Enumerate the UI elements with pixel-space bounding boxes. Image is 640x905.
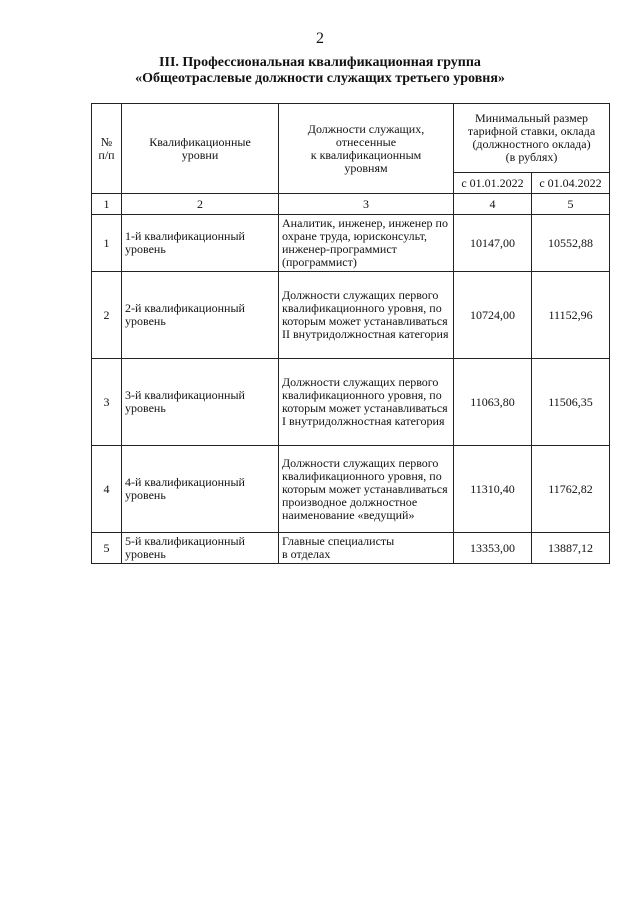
salary-jan-2022: 10724,00 <box>454 272 532 359</box>
qualification-level: 5-й квалификационный уровень <box>122 533 279 564</box>
salary-table <box>91 103 610 564</box>
table-row <box>92 359 610 446</box>
header-date-2: с 01.04.2022 <box>532 173 610 194</box>
positions-cell: Должности служащих первого квалификационного уровня, по которым может устанавливаться производное должностное наименование «ведущий» <box>279 446 454 533</box>
row-number: 5 <box>92 533 122 564</box>
column-number-row <box>92 194 610 215</box>
column-number-cell: 1 <box>92 194 122 215</box>
header-levels: Квалификационные уровни <box>122 104 279 194</box>
salary-jan-2022: 13353,00 <box>454 533 532 564</box>
salary-jan-2022: 11063,80 <box>454 359 532 446</box>
column-number-cell: 4 <box>454 194 532 215</box>
header-num: № п/п <box>92 104 122 194</box>
document-title <box>0 55 640 87</box>
qualification-level: 2-й квалификационный уровень <box>122 272 279 359</box>
salary-apr-2022: 11152,96 <box>532 272 610 359</box>
title-line-1: III. Профессиональная квалификационная группа <box>159 55 481 70</box>
header-positions: Должности служащих, отнесенные к квалификационным уровням <box>279 104 454 194</box>
qualification-level: 4-й квалификационный уровень <box>122 446 279 533</box>
title-line-2: «Общеотраслевые должности служащих третьего уровня» <box>135 71 505 86</box>
row-number: 3 <box>92 359 122 446</box>
salary-apr-2022: 11762,82 <box>532 446 610 533</box>
column-number-cell: 5 <box>532 194 610 215</box>
positions-cell: Должности служащих первого квалификационного уровня, по которым может устанавливаться II внутридолжностная категория <box>279 272 454 359</box>
table-row <box>92 272 610 359</box>
positions-cell: Должности служащих первого квалификационного уровня, по которым может устанавливаться I внутридолжностная категория <box>279 359 454 446</box>
positions-cell: Аналитик, инженер, инженер по охране труда, юрисконсульт, инженер-программист (программист) <box>279 215 454 272</box>
salary-apr-2022: 10552,88 <box>532 215 610 272</box>
qualification-level: 1-й квалификационный уровень <box>122 215 279 272</box>
salary-apr-2022: 13887,12 <box>532 533 610 564</box>
table-row <box>92 533 610 564</box>
column-number-cell: 2 <box>122 194 279 215</box>
column-number-cell: 3 <box>279 194 454 215</box>
positions-cell: Главные специалисты в отделах <box>279 533 454 564</box>
table-row <box>92 215 610 272</box>
header-salary: Минимальный размер тарифной ставки, оклада (должностного оклада) (в рублях) <box>454 104 610 173</box>
salary-apr-2022: 11506,35 <box>532 359 610 446</box>
row-number: 1 <box>92 215 122 272</box>
salary-jan-2022: 10147,00 <box>454 215 532 272</box>
qualification-level: 3-й квалификационный уровень <box>122 359 279 446</box>
salary-jan-2022: 11310,40 <box>454 446 532 533</box>
page-number: 2 <box>316 30 324 47</box>
header-date-1: с 01.01.2022 <box>454 173 532 194</box>
row-number: 4 <box>92 446 122 533</box>
table-row <box>92 446 610 533</box>
row-number: 2 <box>92 272 122 359</box>
